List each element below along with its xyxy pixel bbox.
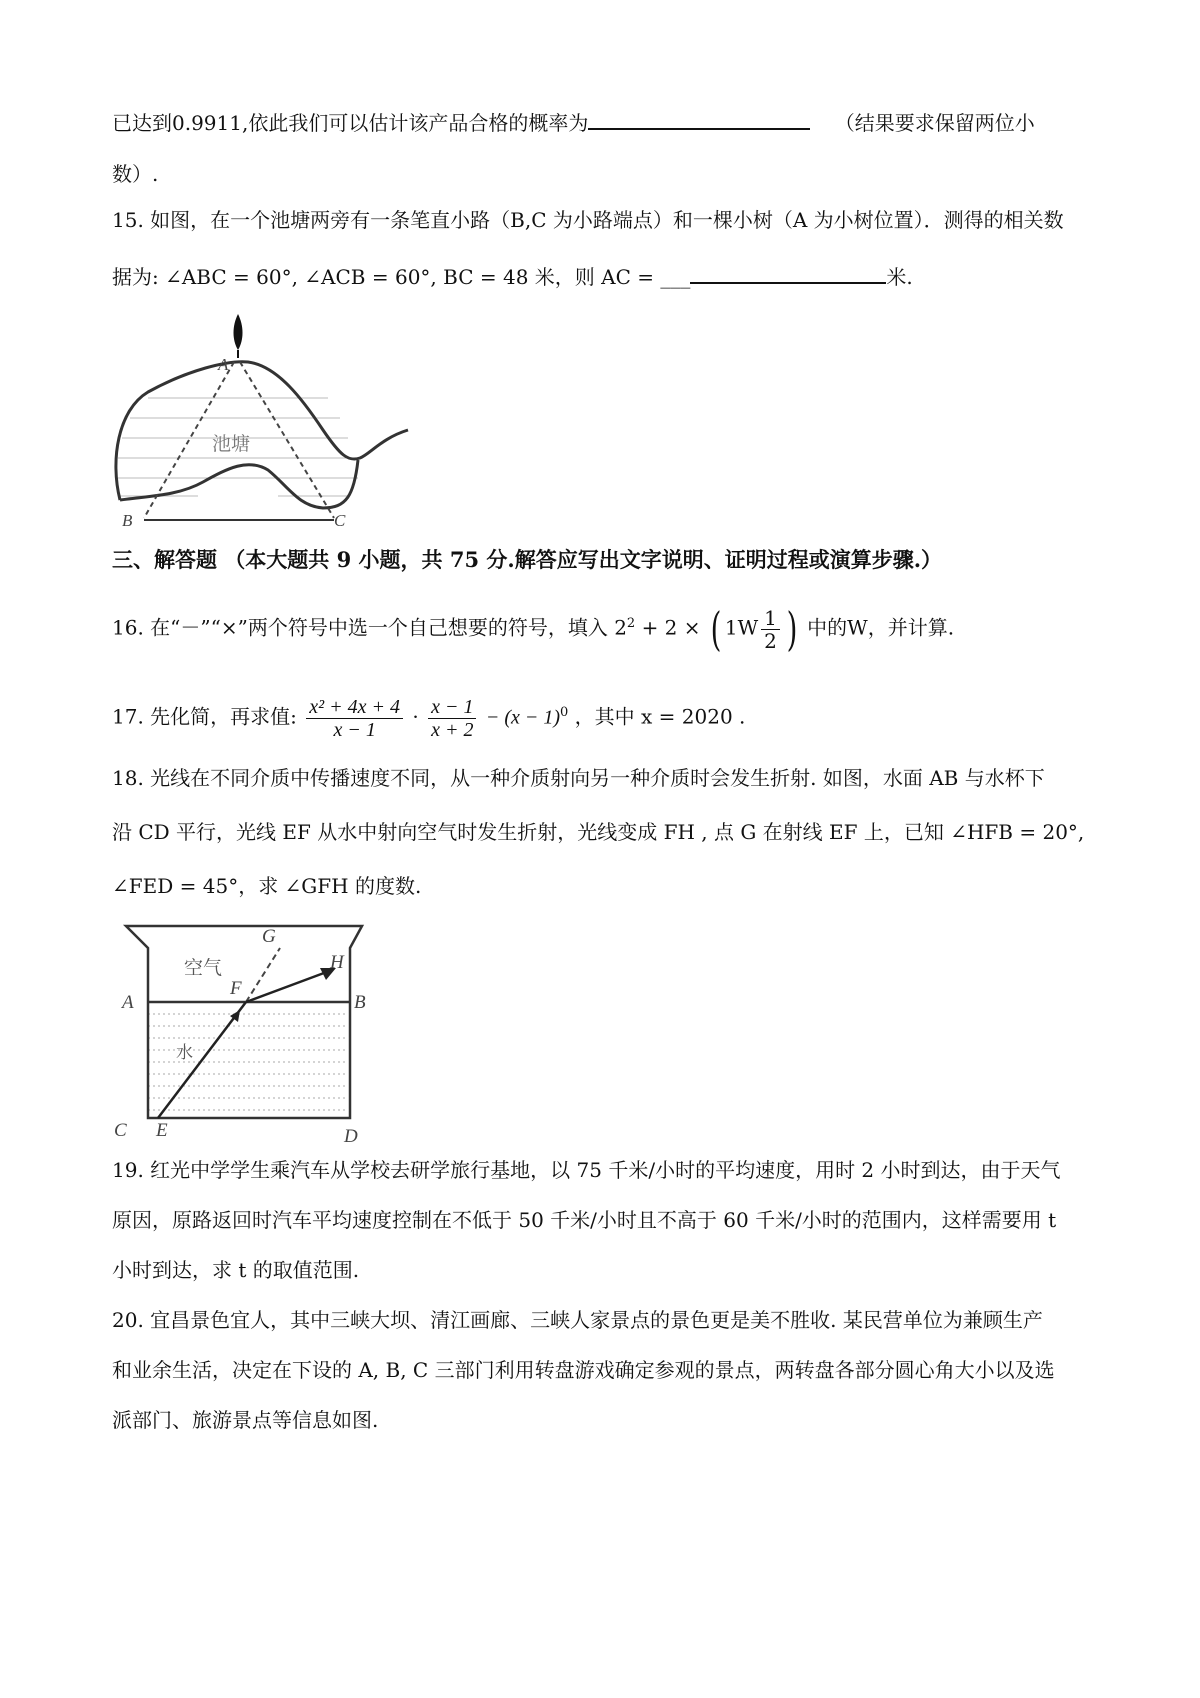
q16-frac-num: 1 [761, 607, 780, 630]
q17-tail: − (x − 1) [485, 706, 561, 729]
q15-line-1 [112, 206, 1064, 234]
q16-expr-c: 1W [724, 615, 759, 640]
q14-answer-blank[interactable] [588, 108, 810, 130]
q16-line: 16. 在“－”“×”两个符号中选一个自己想要的符号，填入 $2^2 + 2$ × ( 1W $\frac{1}{2}$ ) 中的W，并计算. [112, 602, 955, 657]
tree-icon [234, 314, 243, 350]
q14-text-a: 已达到 [112, 111, 172, 135]
label-g: G [262, 926, 276, 947]
label-water: 水 [176, 1043, 193, 1063]
q17-suffix: ，其中 x = 2020 . [574, 704, 746, 729]
q14-line-2: 数）. [112, 162, 159, 186]
label-e: E [156, 1120, 168, 1141]
q16-expr-a: 2 [614, 615, 627, 640]
q20-line-3: 派部门、旅游景点等信息如图. [112, 1408, 379, 1432]
label-air: 空气 [184, 957, 223, 979]
pond-figure [108, 310, 418, 532]
label-a: A [218, 355, 229, 374]
q17-tail-sup: 0 [560, 705, 569, 720]
q17-frac2-num: x − 1 [428, 696, 476, 719]
q17-prefix: 17. 先化简，再求值: [112, 704, 297, 729]
label-c: C [334, 511, 346, 530]
q17-line [112, 686, 745, 740]
q16-frac-den: 2 [764, 628, 777, 653]
q19-line-2: 原因，原路返回时汽车平均速度控制在不低于 50 千米/小时且不高于 60 千米/小时的范围内，这样需要用 t [112, 1208, 1057, 1232]
ray-fh [246, 970, 332, 1002]
q17-frac2-den: x + 2 [431, 718, 474, 741]
pond-outline [116, 362, 408, 508]
ray-ef [158, 1002, 246, 1118]
q16-prefix: 16. 在“－”“×”两个符号中选一个自己想要的符号，填入 [112, 615, 608, 640]
q14-text-c: （结果要求保留两位小 [834, 111, 1035, 135]
label-f: F [230, 978, 242, 999]
q15-text-2b: 米. [886, 265, 913, 289]
section-3-title: 三、解答题 （本大题共 9 小题，共 75 分.解答应写出文字说明、证明过程或演算步骤.） [112, 547, 943, 572]
q17-frac1-den: x − 1 [333, 718, 376, 741]
q18-line-2: 沿 CD 平行，光线 EF 从水中射向空气时发生折射，光线变成 FH , 点 G 在射线 EF 上，已知 ∠HFB = 20°, [112, 820, 1085, 844]
q15-text-1: 如图，在一个池塘两旁有一条笔直小路（B,C 为小路端点）和一棵小树（A 为小树位置）．测得的相关数 [150, 208, 1064, 232]
q14-text-b: ,依此我们可以估计该产品合格的概率为 [241, 111, 589, 135]
q19-line-1: 19. 红光中学学生乘汽车从学校去研学旅行基地，以 75 千米/小时的平均速度，用时 2 小时到达，由于天气 [112, 1158, 1061, 1182]
q15-text-2a: 据为: ∠ABC = 60°, ∠ACB = 60°, BC = 48 米，则 AC = ___ [112, 265, 691, 289]
pond-label: 池塘 [212, 433, 251, 455]
q16-expr-b: + 2 × [641, 615, 701, 640]
q18-line-1: 18. 光线在不同介质中传播速度不同，从一种介质射向另一种介质时会发生折射. 如图，水面 AB 与水杯下 [112, 766, 1045, 790]
q16-expr-sup: 2 [626, 616, 636, 631]
refraction-figure [112, 922, 382, 1150]
label-b: B [354, 992, 366, 1013]
q15-number: 15. [112, 208, 144, 232]
q17-fraction-1 [306, 696, 403, 741]
q16-suffix: 中的W，并计算. [807, 615, 955, 640]
q17-fraction-2 [428, 696, 476, 741]
q18-line-3: ∠FED = 45°，求 ∠GFH 的度数. [112, 874, 422, 898]
label-d: D [344, 1126, 358, 1147]
q17-frac1-num: x² + 4x + 4 [306, 696, 403, 719]
q14-line-1 [112, 108, 1035, 137]
q16-fraction [761, 607, 780, 652]
label-c: C [114, 1120, 127, 1141]
label-a: A [122, 992, 134, 1013]
q17-dot: · [412, 704, 419, 729]
q19-line-3: 小时到达，求 t 的取值范围. [112, 1258, 360, 1282]
q15-answer-blank[interactable] [690, 262, 886, 284]
ray-fg [246, 948, 280, 1002]
q20-line-1: 20. 宜昌景色宜人，其中三峡大坝、清江画廊、三峡人家景点的景色更是美不胜收. 某民营单位为兼顾生产 [112, 1308, 1043, 1332]
cup-outline [126, 926, 362, 1118]
q14-value: 0.9911 [172, 111, 242, 135]
label-b: B [122, 511, 133, 530]
q20-line-2: 和业余生活，决定在下设的 A, B, C 三部门利用转盘游戏确定参观的景点，两转盘各部分圆心角大小以及选 [112, 1358, 1055, 1382]
label-h: H [330, 952, 344, 973]
q15-line-2 [112, 262, 913, 291]
